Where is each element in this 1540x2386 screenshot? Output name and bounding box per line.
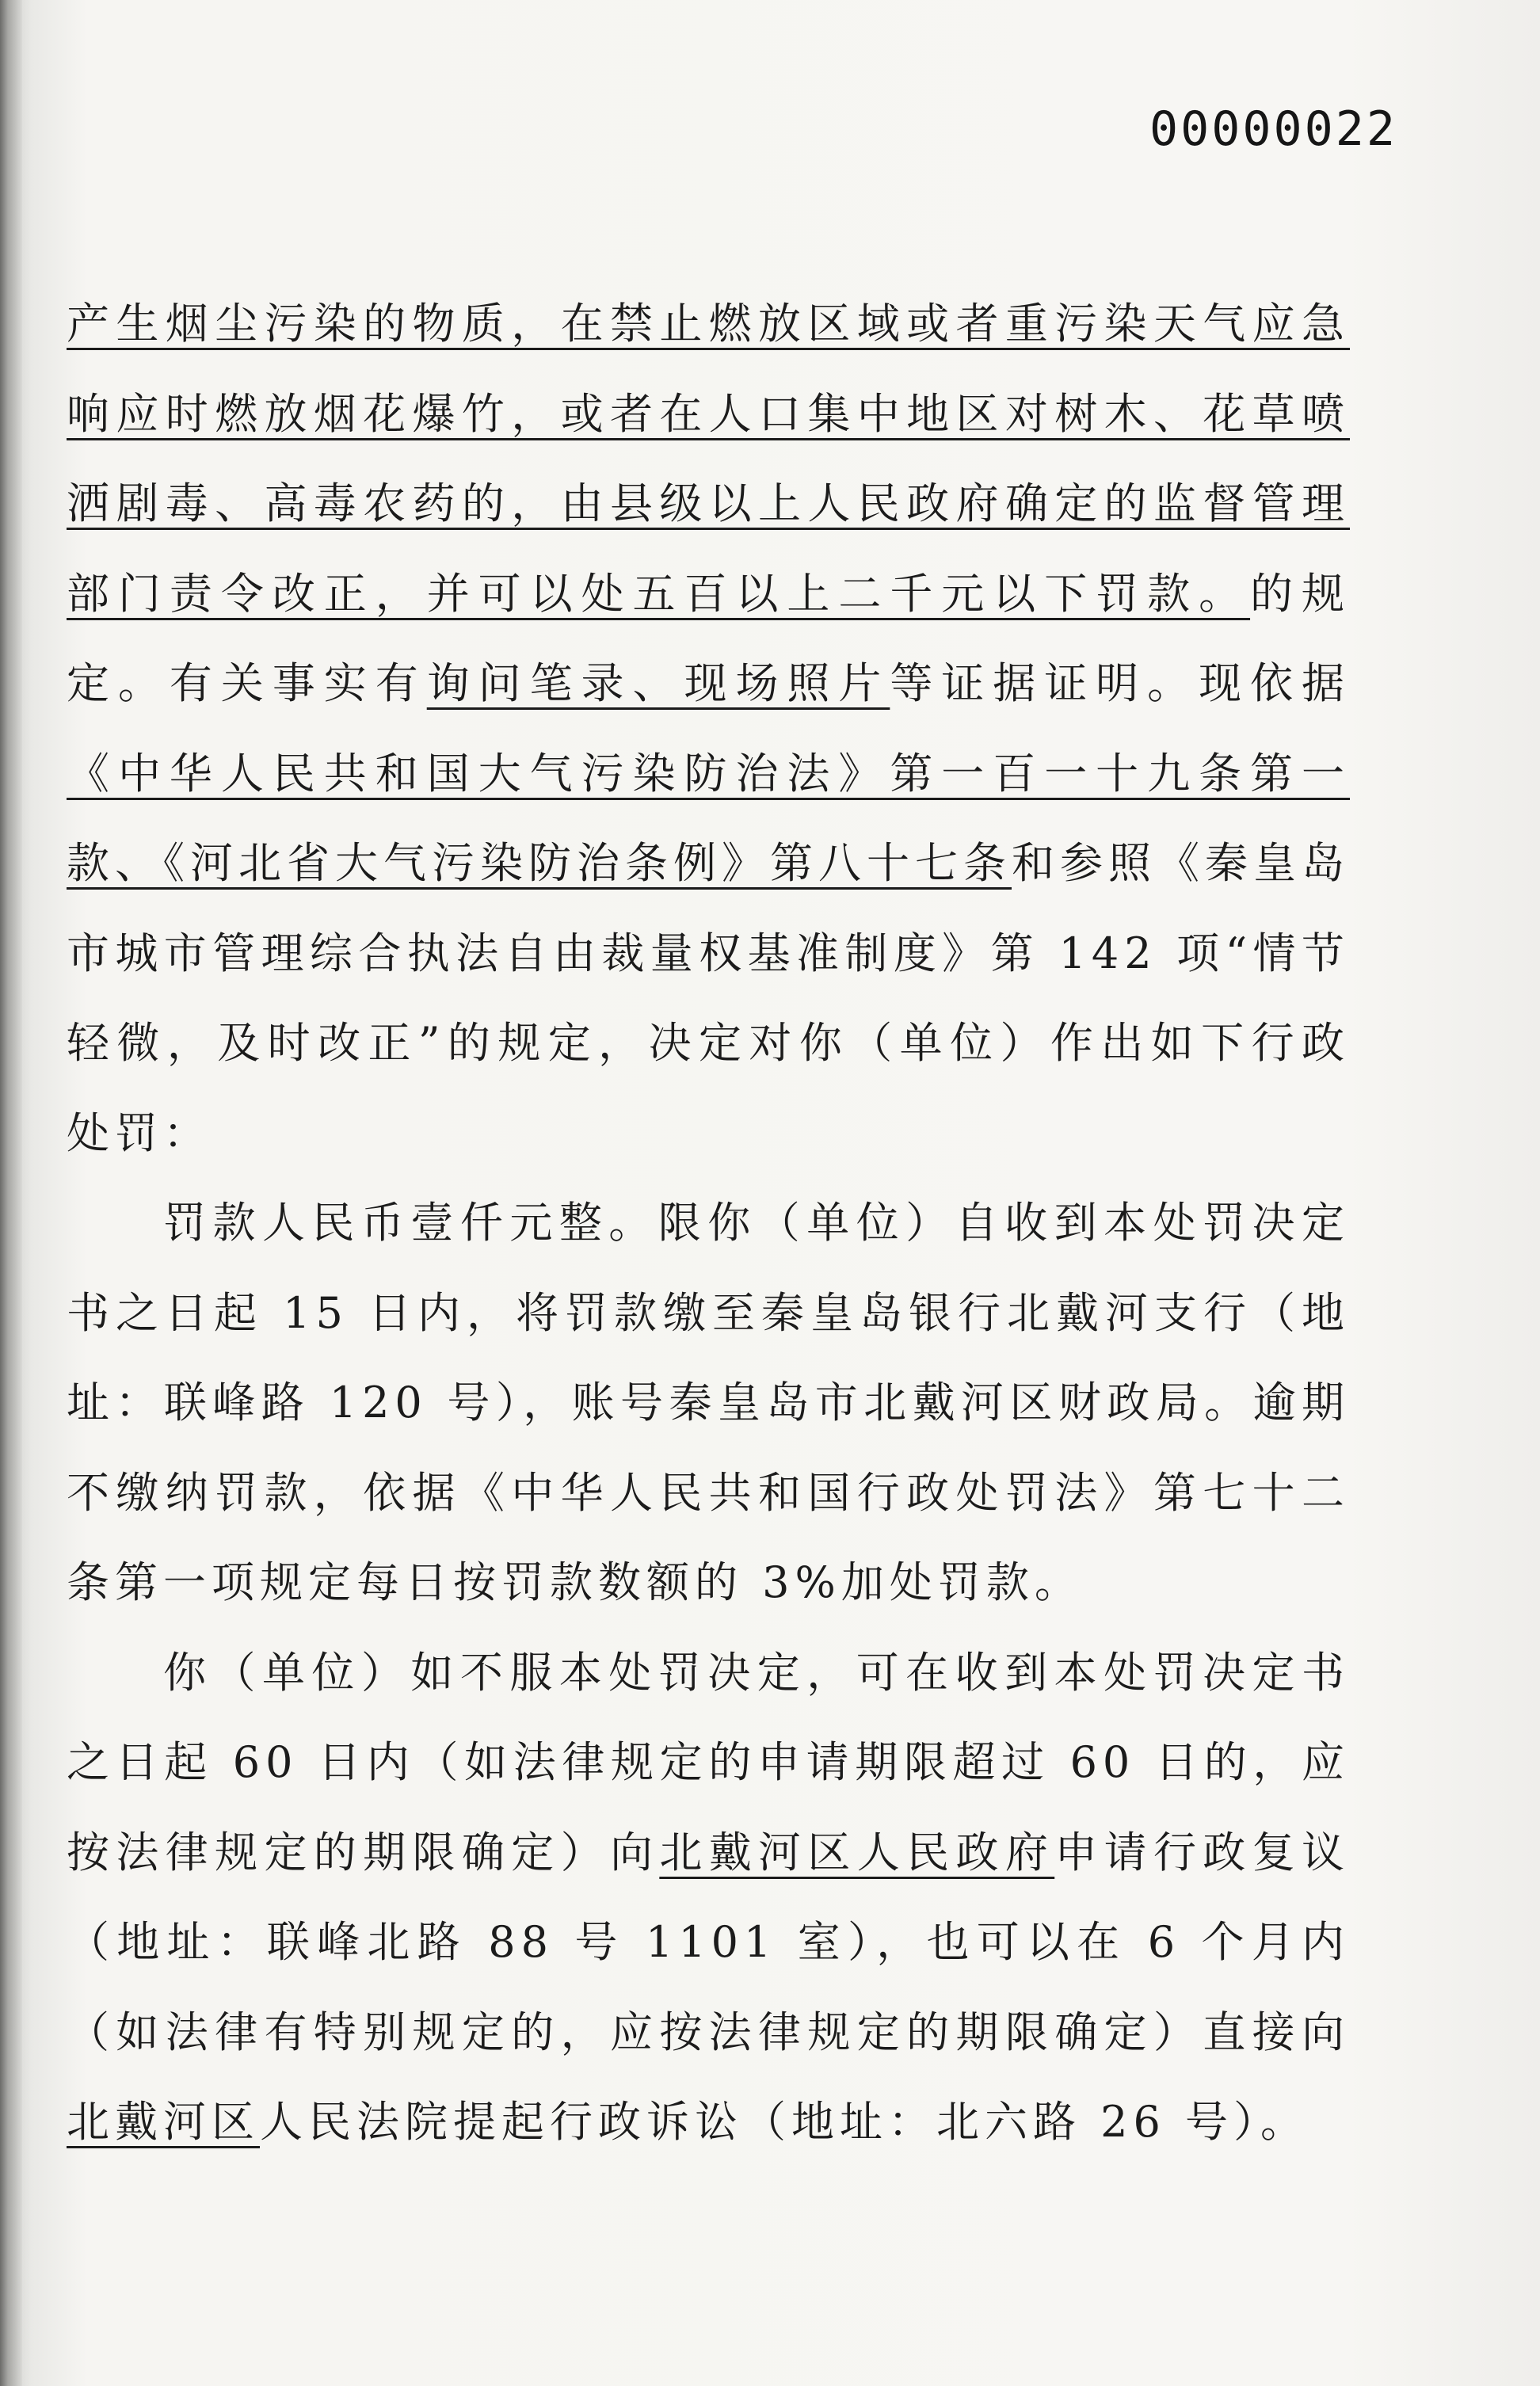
text-segment: 你（单位）如不服本处罚决定，可在收到本处罚决定书之日起 60 日内（如法律规定的申请期限超过 60 日的，应按法律规定的期限确定）向 xyxy=(67,1647,1350,1877)
binding-shadow xyxy=(0,0,22,2386)
quoted-regulation-text: 产生烟尘污染的物质，在禁止燃放区域或者重污染天气应急响应时燃放烟花爆竹，或者在人口集中地区对树木、花草喷洒剧毒、高毒农药的，由县级以上人民政府确定的监督管理部门责令改正，并可以处五百以上二千元以下罚款。 xyxy=(67,299,1350,619)
penalty-text: 罚款人民币壹仟元整。限你（单位）自收到本处罚决定书之日起 15 日内，将罚款缴至秦皇岛银行北戴河支行（地址：联峰路 120 号），账号秦皇岛市北戴河区财政局。逾期不缴纳罚款，依据《中华人民共和国行政处罚法》第七十二条第一项规定每日按罚款数额的 3%加处罚款。 xyxy=(67,1198,1350,1607)
document-number: 00000022 xyxy=(1149,101,1397,157)
evidence-field: 询问笔录、现场照片 xyxy=(426,658,890,708)
paragraph-appeal-rights xyxy=(67,1628,1350,2167)
text-segment: 申请行政复议（地址：联峰北路 88 号 1101 室），也可以在 6 个月内（如法律有特别规定的，应按法律规定的期限确定）直接向 xyxy=(67,1827,1351,2057)
text-segment: 等证据证明。现依据 xyxy=(890,658,1351,708)
review-authority-field: 北戴河区人民政府 xyxy=(659,1827,1055,1877)
text-segment: 人民法院提起行政诉讼（地址：北六路 26 号）。 xyxy=(260,2097,1309,2147)
legal-basis-field: 《中华人民共和国大气污染防治法》第一百一十九条第一款、《河北省大气污染防治条例》第八十七条 xyxy=(67,748,1350,888)
paragraph-violation-and-basis xyxy=(67,279,1350,1178)
text-segment: 的规定。有关事实有 xyxy=(67,568,1351,708)
court-district-field: 北戴河区 xyxy=(67,2097,260,2147)
paragraph-penalty xyxy=(67,1178,1350,1628)
scan-edge-mark xyxy=(1461,0,1508,21)
text-segment: 和参照《秦皇岛市城市管理综合执法自由裁量权基准制度》第 142 项“情节轻微，及时改正”的规定，决定对你（单位）作出如下行政处罚： xyxy=(67,838,1350,1158)
document-body xyxy=(67,279,1350,2167)
